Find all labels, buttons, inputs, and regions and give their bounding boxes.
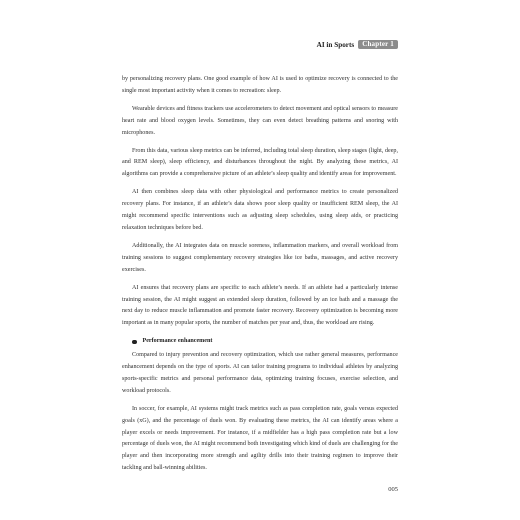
body-text xyxy=(122,74,398,481)
header-title: AI in Sports xyxy=(316,40,355,49)
chapter-tag: Chapter 1 xyxy=(358,40,398,49)
paragraph: Wearable devices and fitness trackers use accelerometers to detect movement and optical sensors to measure heart rate and blood oxygen levels. Sometimes, they can even detect breathing patterns and snoring with microphones. xyxy=(122,105,398,136)
paragraph: AI then combines sleep data with other physiological and performance metrics to create personalized recovery plans. For instance, if an athlete’s data shows poor sleep quality or insufficient REM sleep, the AI might recommend specific interventions such as adjusting sleep schedules, using sleep aids, or practicing relaxation techniques before bed. xyxy=(122,189,398,231)
paragraph: Additionally, the AI integrates data on muscle soreness, inflammation markers, and overall workload from training sessions to suggest complementary recovery strategies like ice baths, massages, and active recovery exercises. xyxy=(122,242,398,273)
section-heading xyxy=(132,336,398,348)
running-header xyxy=(317,40,398,49)
paragraph: From this data, various sleep metrics can be inferred, including total sleep duration, sleep stages (light, deep, and REM sleep), sleep efficiency, and disturbances throughout the night. By analyzing these metrics, AI algorithms can provide a comprehensive picture of an athlete’s sleep quality and identify areas for improvement. xyxy=(122,147,398,178)
paragraph: Compared to injury prevention and recovery optimization, which use rather general measures, performance enhancement depends on the type of sports. AI can tailor training programs to individual athletes by analyzing sports-specific metrics and personal performance data, optimizing training focuses, exercise selection, and workload protocols. xyxy=(122,352,398,394)
paragraph: by personalizing recovery plans. One good example of how AI is used to optimize recovery is connected to the single most important activity when it comes to recreation: sleep. xyxy=(122,76,398,94)
paragraph: AI ensures that recovery plans are specific to each athlete’s needs. If an athlete had a particularly intense training session, the AI might suggest an extended sleep duration, followed by an ice bath and a massage the next day to reduce muscle inflammation and promote faster recovery. Recovery optimization is becoming more important as in many popular sports, the number of matches per year and, thus, the workload are rising. xyxy=(122,284,398,327)
section-heading-text: Performance enhancement xyxy=(142,338,213,345)
page-number: 005 xyxy=(388,486,398,493)
paragraph: In soccer, for example, AI systems might track metrics such as pass completion rate, goals versus expected goals (xG), and the percentage of duels won. By evaluating these metrics, the AI can identify areas where a player excels or needs improvement. For instance, if a midfielder has a high pass completion rate but a low percentage of duels won, the AI might recommend both investigating which kind of duels are challenging for the player and then incorporating more strength and agility drills into their training regimen to improve their tackling and ball-winning abilities. xyxy=(122,405,398,472)
bullet-icon xyxy=(132,340,137,345)
